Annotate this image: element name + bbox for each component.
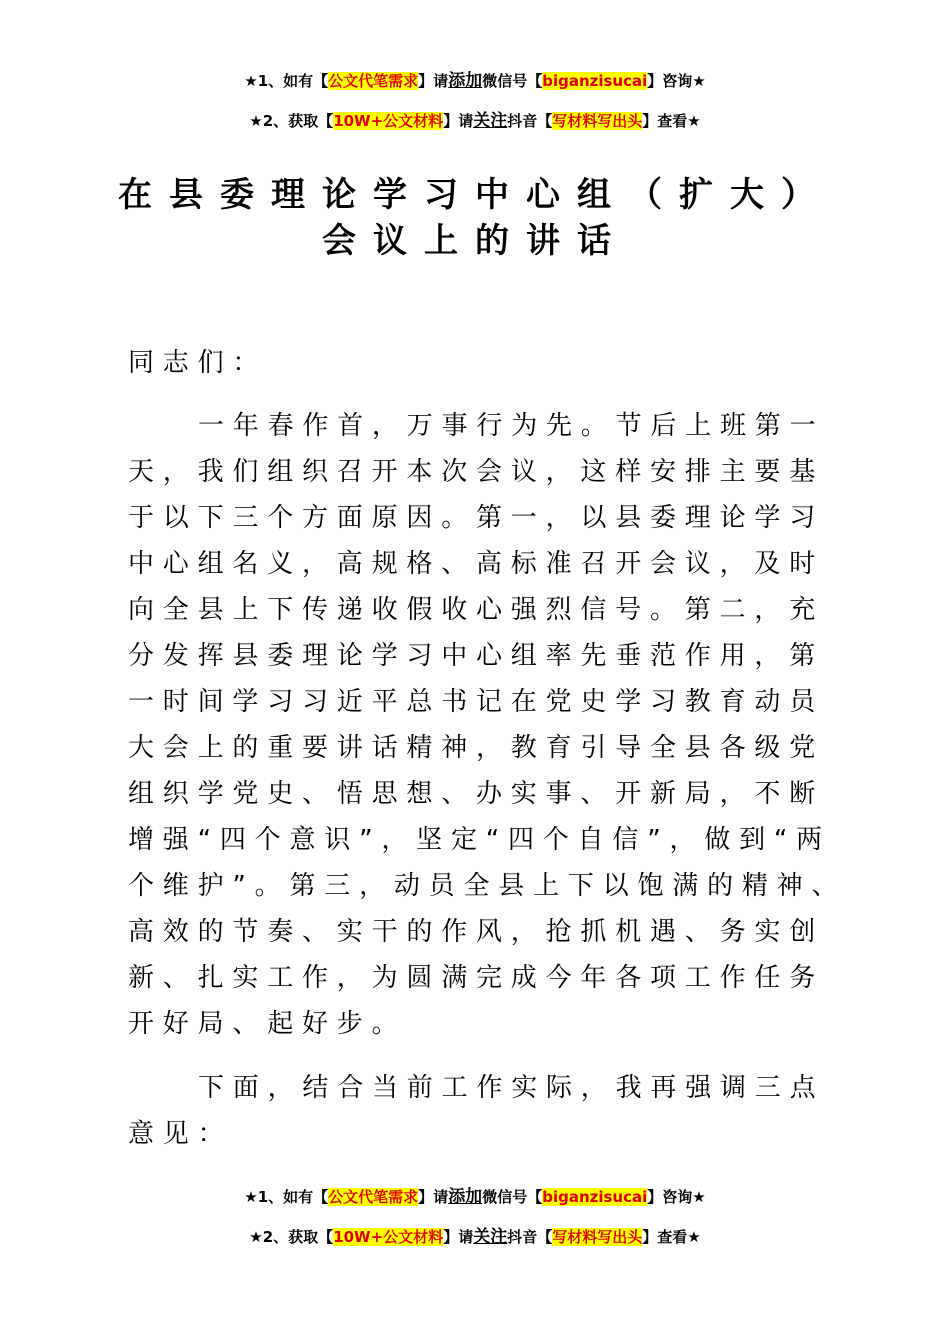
salutation: 同志们： bbox=[128, 348, 268, 378]
footer-notice-line-1 bbox=[0, 1186, 950, 1208]
document-title-line-1: 在县委理论学习中心组（扩大） bbox=[118, 175, 832, 215]
notice-highlight: 公文代笔需求 bbox=[328, 1188, 419, 1206]
notice-highlight-douyin: 写材料写出头 bbox=[552, 1228, 643, 1246]
notice-underlined: 添加 bbox=[448, 71, 483, 91]
notice-highlight-douyin: 写材料写出头 bbox=[552, 112, 643, 130]
notice-text: 】请 bbox=[418, 1188, 449, 1206]
header-notice-line-2 bbox=[0, 110, 950, 132]
notice-underlined: 关注 bbox=[473, 111, 508, 131]
body-paragraph-1: 一年春作首，万事行为先。节后上班第一天，我们组织召开本次会议，这样安排主要基于以下三个方面原因。第一，以县委理论学习中心组名义，高规格、高标准召开会议，及时向全县上下传递收假收心强烈信号。第二，充分发挥县委理论学习中心组率先垂范作用，第一时间学习习近平总书记在党史学习教育动员大会上的重要讲话精神，教育引导全县各级党组织学党史、悟思想、办实事、开新局，不断增强“四个意识”，坚定“四个自信”，做到“两个维护”。第三，动员全县上下以饱满的精神、高效的节奏、实干的作风，抢抓机遇、务实创新、扎实工作，为圆满完成今年各项工作任务开好局、起好步。 bbox=[128, 411, 847, 1039]
notice-text: 】查看★ bbox=[642, 1228, 701, 1246]
notice-underlined: 添加 bbox=[448, 1187, 483, 1207]
notice-text: 抖音【 bbox=[507, 112, 553, 130]
notice-text: ★1、如有【 bbox=[244, 1188, 329, 1206]
notice-text: 】请 bbox=[418, 72, 449, 90]
notice-highlight: 公文代笔需求 bbox=[328, 72, 419, 90]
notice-text: 】请 bbox=[443, 1228, 474, 1246]
notice-text: 微信号【 bbox=[482, 1188, 543, 1206]
notice-text: 】查看★ bbox=[642, 112, 701, 130]
notice-highlight: 10W+公文材料 bbox=[333, 1228, 444, 1246]
notice-text: 】咨询★ bbox=[647, 72, 706, 90]
notice-text: 】请 bbox=[443, 112, 474, 130]
notice-highlight: 10W+公文材料 bbox=[333, 112, 444, 130]
notice-text: 抖音【 bbox=[507, 1228, 553, 1246]
notice-highlight-wechat-id: biganzisucai bbox=[542, 72, 648, 90]
notice-text: 微信号【 bbox=[482, 72, 543, 90]
footer-notice-line-2 bbox=[0, 1226, 950, 1248]
document-title-line-2: 会议上的讲话 bbox=[322, 221, 628, 261]
notice-text: ★2、获取【 bbox=[249, 1228, 334, 1246]
notice-text: ★2、获取【 bbox=[249, 112, 334, 130]
notice-text: 】咨询★ bbox=[647, 1188, 706, 1206]
notice-text: ★1、如有【 bbox=[244, 72, 329, 90]
notice-underlined: 关注 bbox=[473, 1227, 508, 1247]
header-notice-line-1 bbox=[0, 70, 950, 92]
body-paragraph-2: 下面，结合当前工作实际，我再强调三点意见： bbox=[128, 1073, 825, 1149]
notice-highlight-wechat-id: biganzisucai bbox=[542, 1188, 648, 1206]
